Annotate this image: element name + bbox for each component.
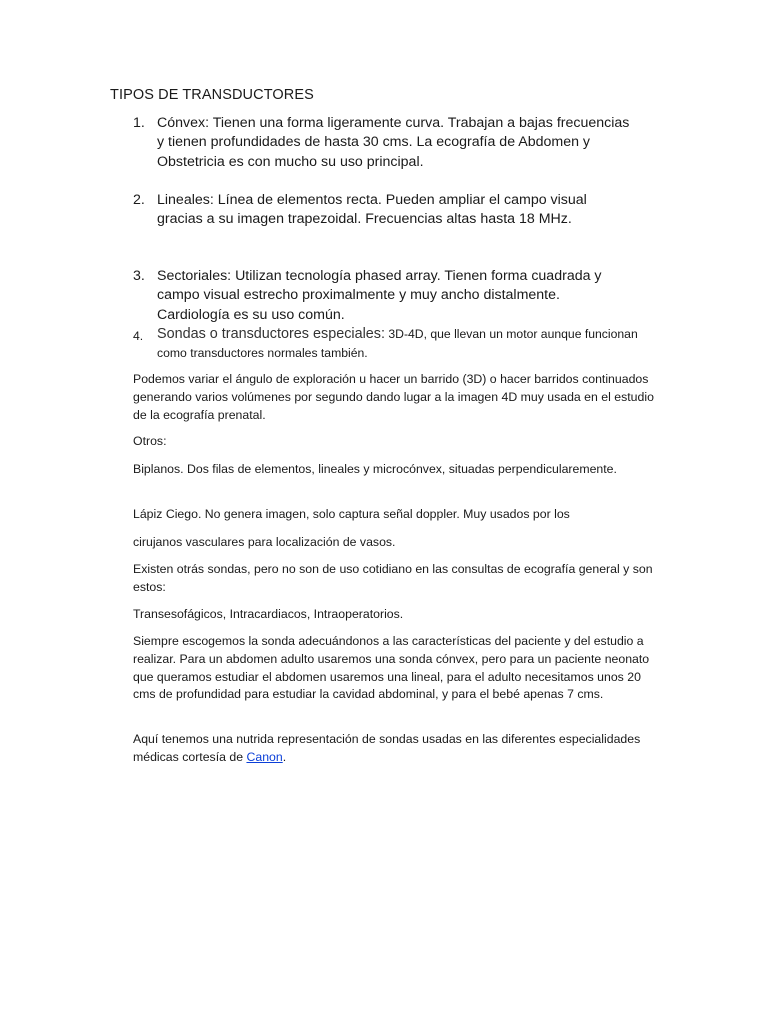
paragraph-biplanos: Biplanos. Dos filas de elementos, lineales y microcónvex, situadas perpendicularemente. [133, 462, 617, 476]
closing-text: Aquí tenemos una nutrida representación de sondas usadas en las diferentes especialidades médicas cortesía de [133, 732, 641, 764]
paragraph-barrido: Podemos variar el ángulo de exploración u hacer un barrido (3D) o hacer barridos continuados generando varios volúmenes por segundo dando lugar a la imagen 4D muy usada en el estudio de la ecografía prenatal. [133, 372, 654, 422]
list-item-text: Sectoriales: Utilizan tecnología phased array. Tienen forma cuadrada y campo visual estrecho proximalmente y muy ancho distalmente. Cardiología es su uso común. [157, 268, 602, 323]
list-item-number: 4. [133, 329, 144, 343]
paragraph-otras-sondas: Existen otrás sondas, pero no son de uso cotidiano en las consultas de ecografía general y son estos: [133, 562, 653, 594]
closing-period: . [282, 749, 287, 764]
list-item-text-wrapper [157, 325, 653, 362]
paragraph-otros: Otros: [133, 434, 167, 448]
list-item-convex [133, 114, 633, 172]
list-item-text: Lineales: Línea de elementos recta. Pueden ampliar el campo visual gracias a su imagen trapezoidal. Frecuencias altas hasta 18 MHz. [157, 192, 587, 228]
canon-link[interactable]: Canon [246, 749, 283, 764]
paragraph-cirujanos: cirujanos vasculares para localización de vasos. [133, 535, 396, 549]
paragraph-closing [133, 731, 663, 767]
list-item-sectoriales [133, 267, 633, 325]
list-item-lead: Sondas o transductores especiales: [157, 326, 385, 342]
paragraph-transesofagicos: Transesofágicos, Intracardiacos, Intraoperatorios. [133, 607, 404, 621]
list-item-especiales [133, 325, 653, 362]
list-item-text: 3D-4D, que llevan un motor aunque funcionan como transductores normales también. [157, 327, 638, 360]
list-item-lineales [133, 191, 633, 230]
paragraph-lapiz-ciego: Lápiz Ciego. No genera imagen, solo captura señal doppler. Muy usados por los [133, 507, 570, 521]
list-item-number: 2. [133, 192, 145, 208]
list-item-number: 1. [133, 115, 145, 131]
document-heading: TIPOS DE TRANSDUCTORES [110, 87, 314, 103]
list-item-number: 3. [133, 268, 145, 284]
list-item-text: Cónvex: Tienen una forma ligeramente curva. Trabajan a bajas frecuencias y tienen profundidades de hasta 30 cms. La ecografía de Abdomen y Obstetricia es con mucho su uso principal. [157, 115, 630, 170]
paragraph-escoger-sonda: Siempre escogemos la sonda adecuándonos a las características del paciente y del estudio a realizar. Para un abdomen adulto usaremos una sonda cónvex, pero para un paciente neonato que queramos estudiar el abdomen usaremos una lineal, para el adulto necesitamos unos 20 cms de profundidad para estudiar la cavidad abdominal, y para el bebé apenas 7 cms. [133, 634, 650, 702]
